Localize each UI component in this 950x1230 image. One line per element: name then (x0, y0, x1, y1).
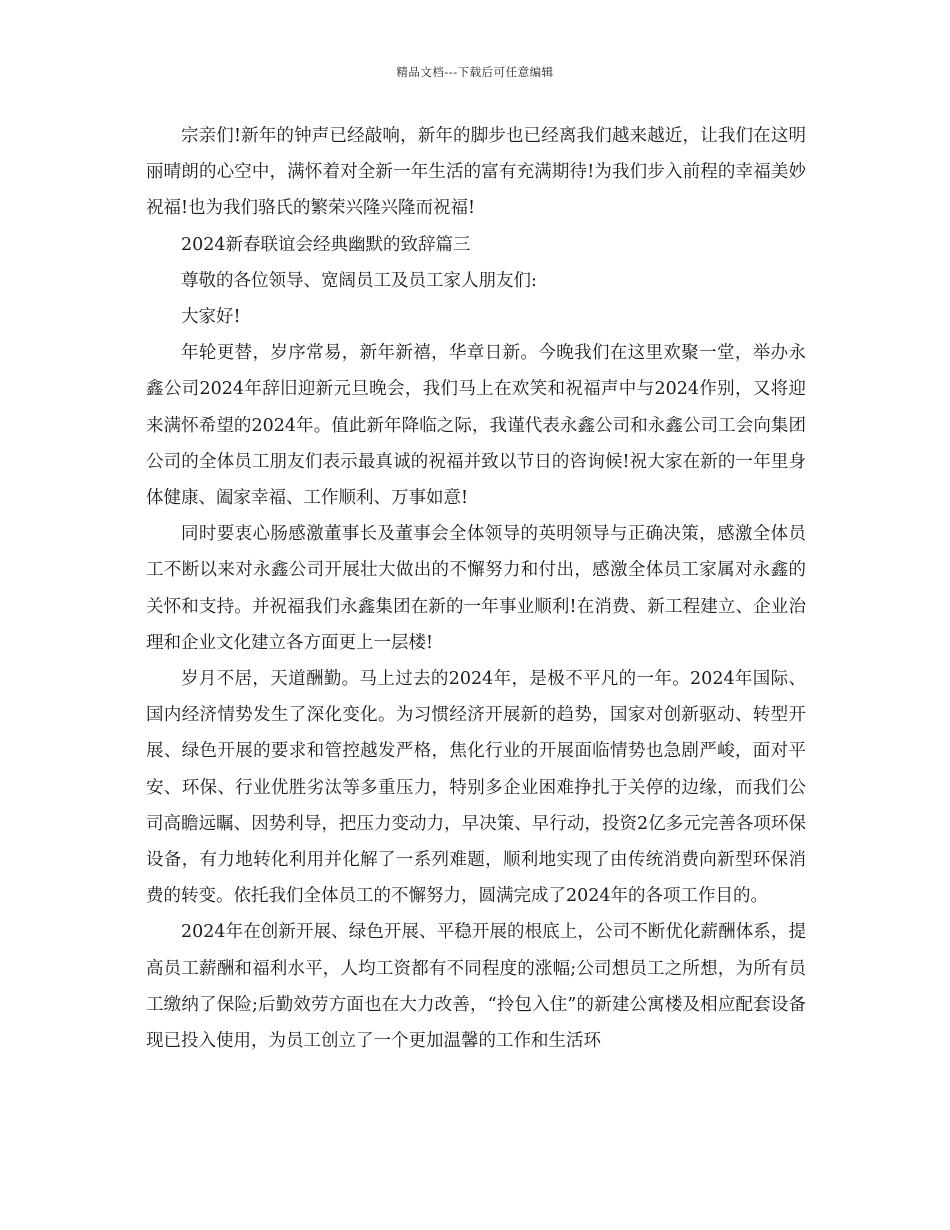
paragraph: 宗亲们!新年的钟声已经敲响，新年的脚步也已经离我们越来越近，让我们在这明丽晴朗的心空中，满怀着对全新一年生活的富有充满期待!为我们步入前程的幸福美妙祝福!也为我们骆氏的繁荣兴隆兴隆而祝福! (146, 126, 806, 219)
document-body (146, 118, 806, 1059)
greeting: 大家好! (181, 307, 241, 328)
paragraph: 岁月不居，天道酬勤。马上过去的2024年，是极不平凡的一年。2024年国际、国内经济情势发生了深化变化。为习惯经济开展新的趋势，国家对创新驱动、转型开展、绿色开展的要求和管控越发严格，焦化行业的开展面临情势也急剧严峻，面对平安、环保、行业优胜劣汰等多重压力，特别多企业困难挣扎于关停的边缘，而我们公司高瞻远瞩、因势利导，把压力变动力，早决策、早行动，投资2亿多元完善各项环保设备，有力地转化利用并化解了一系列难题，顺利地实现了由传统消费向新型环保消费的转变。依托我们全体员工的不懈努力，圆满完成了2024年的各项工作目的。 (146, 669, 806, 907)
salutation: 尊敬的各位领导、宽阔员工及员工家人朋友们: (181, 270, 537, 291)
paragraph: 同时要衷心肠感激董事长及董事会全体领导的英明领导与正确决策，感激全体员工不断以来对永鑫公司开展壮大做出的不懈努力和付出，感激全体员工家属对永鑫的关怀和支持。并祝福我们永鑫集团在新的一年事业顺利!在消费、新工程建立、企业治理和企业文化建立各方面更上一层楼! (146, 524, 806, 653)
section-title: 2024新春联谊会经典幽默的致辞篇三 (181, 234, 471, 255)
paragraph: 2024年在创新开展、绿色开展、平稳开展的根底上，公司不断优化薪酬体系，提高员工薪酬和福利水平，人均工资都有不同程度的涨幅;公司想员工之所想，为所有员工缴纳了保险;后勤效劳方面也在大力改善，“拎包入住”的新建公寓楼及相应配套设备现已投入使用，为员工创立了一个更加温馨的工作和生活环 (146, 922, 806, 1052)
page-header: 精品文档---下载后可任意编辑 (396, 65, 554, 79)
paragraph: 年轮更替，岁序常易，新年新禧，华章日新。今晚我们在这里欢聚一堂，举办永鑫公司2024年辞旧迎新元旦晚会，我们马上在欢笑和祝福声中与2024作别，又将迎来满怀希望的2024年。值此新年降临之际，我谨代表永鑫公司和永鑫公司工会向集团公司的全体员工朋友们表示最真诚的祝福并致以节日的咨询候!祝大家在新的一年里身体健康、阖家幸福、工作顺利、万事如意! (146, 343, 806, 509)
